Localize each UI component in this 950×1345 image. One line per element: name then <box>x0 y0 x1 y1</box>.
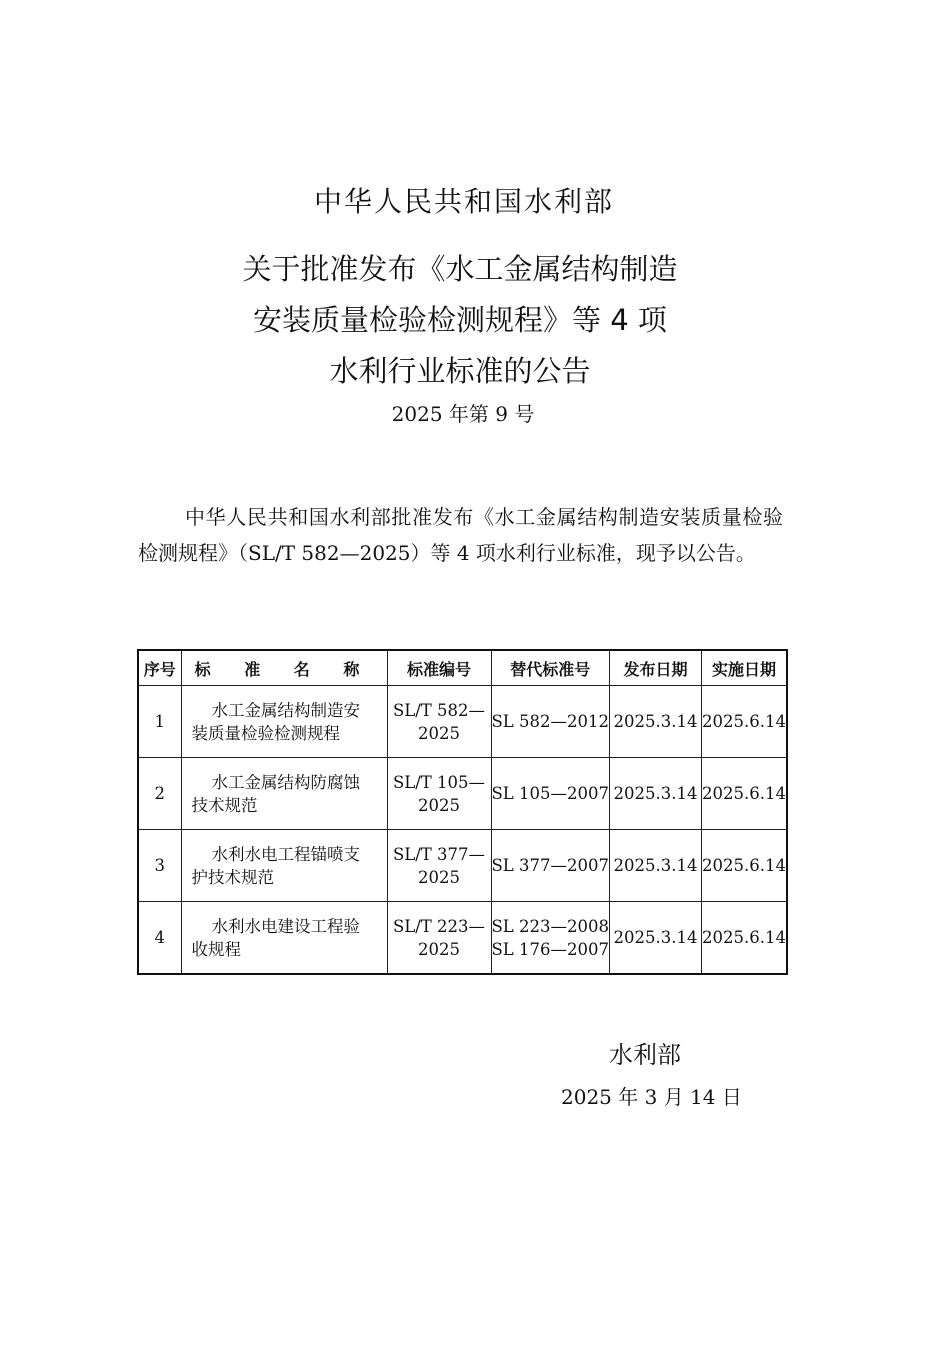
row-published: 2025.3.14 <box>610 758 702 830</box>
row-no: 3 <box>138 830 181 902</box>
row-published: 2025.3.14 <box>610 686 702 758</box>
row-replaced: SL 105—2007 <box>491 758 610 830</box>
row-published: 2025.3.14 <box>610 830 702 902</box>
row-name: 水利水电工程锚喷支 护技术规范 <box>181 830 387 902</box>
header-published: 发布日期 <box>610 650 702 686</box>
table-row <box>138 830 787 902</box>
announcement-title <box>0 244 920 397</box>
row-effective: 2025.6.14 <box>702 830 787 902</box>
row-effective: 2025.6.14 <box>702 902 787 975</box>
row-code: SL/T 582— 2025 <box>387 686 491 758</box>
title-line-3: 水利行业标准的公告 <box>329 354 591 388</box>
row-no: 4 <box>138 902 181 975</box>
row-replaced: SL 582—2012 <box>491 686 610 758</box>
header-replaced: 替代标准号 <box>491 650 610 686</box>
table-header-row <box>138 650 787 686</box>
table-row <box>138 758 787 830</box>
row-code: SL/T 105— 2025 <box>387 758 491 830</box>
issuer-heading: 中华人民共和国水利部 <box>313 185 614 218</box>
row-published: 2025.3.14 <box>610 902 702 975</box>
header-name: 标 准 名 称 <box>181 650 387 686</box>
table-row <box>138 686 787 758</box>
row-effective: 2025.6.14 <box>702 686 787 758</box>
signature-org: 水利部 <box>609 1041 681 1069</box>
row-code: SL/T 377— 2025 <box>387 830 491 902</box>
row-name: 水利水电建设工程验 收规程 <box>181 902 387 975</box>
row-name: 水工金属结构防腐蚀 技术规范 <box>181 758 387 830</box>
header-no: 序号 <box>138 650 181 686</box>
row-replaced: SL 223—2008 SL 176—2007 <box>491 902 610 975</box>
row-code: SL/T 223— 2025 <box>387 902 491 975</box>
announcement-body: 中华人民共和国水利部批准发布《水工金属结构制造安装质量检验检测规程》（SL/T 582—2025）等 4 项水利行业标准，现予以公告。 <box>138 505 783 565</box>
row-effective: 2025.6.14 <box>702 758 787 830</box>
signature-date: 2025 年 3 月 14 日 <box>561 1085 742 1109</box>
row-no: 2 <box>138 758 181 830</box>
row-name: 水工金属结构制造安 装质量检验检测规程 <box>181 686 387 758</box>
row-replaced: SL 377—2007 <box>491 830 610 902</box>
header-effective: 实施日期 <box>702 650 787 686</box>
document-number: 2025 年第 9 号 <box>391 402 535 426</box>
table-row <box>138 902 787 975</box>
title-line-1: 关于批准发布《水工金属结构制造 <box>242 252 678 286</box>
row-no: 1 <box>138 686 181 758</box>
standards-table <box>137 649 788 975</box>
header-code: 标准编号 <box>387 650 491 686</box>
title-line-2: 安装质量检验检测规程》等 4 项 <box>253 303 667 337</box>
